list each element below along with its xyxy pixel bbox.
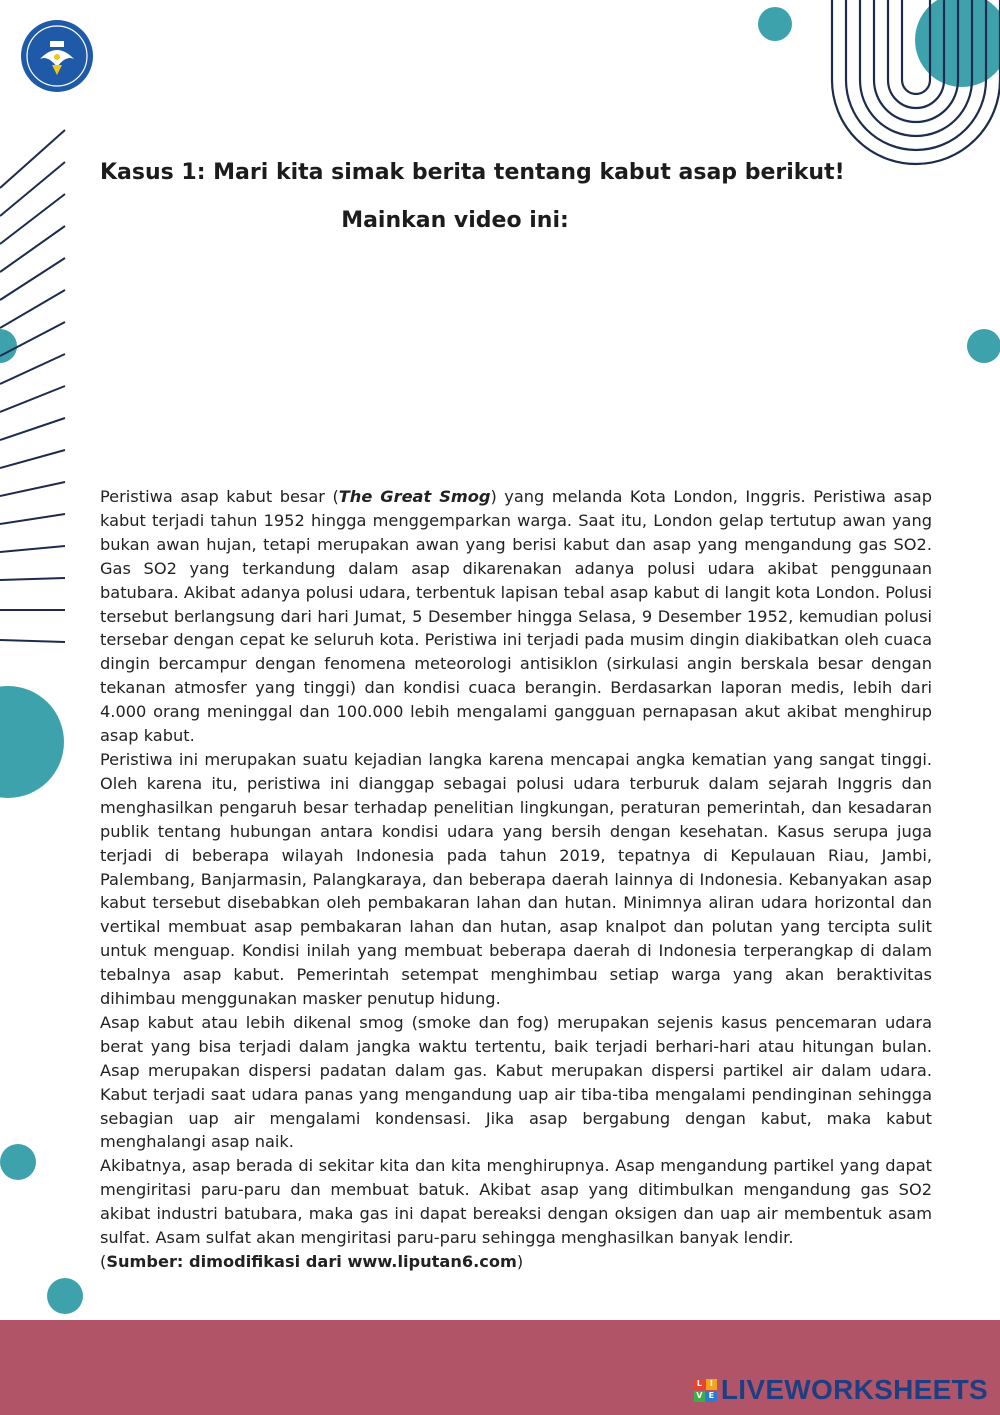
brand-letter-e: E — [706, 1391, 717, 1402]
article-body — [100, 485, 932, 1274]
source-citation: (Sumber: dimodifikasi dari www.liputan6.com) — [100, 1252, 524, 1271]
deco-circle-top — [758, 7, 792, 41]
deco-circle-left-bottom — [0, 1144, 36, 1180]
brand-name: LIVEWORKSHEETS — [720, 1374, 988, 1405]
brand-letter-l: L — [694, 1379, 705, 1390]
emphasis-great-smog: The Great Smog — [338, 487, 491, 506]
article-paragraph-4: Akibatnya, asap berada di sekitar kita dan kita menghirupnya. Asap mengandung partikel yang dapat mengiritasi paru-paru dan membuat batuk. Akibat asap yang ditimbulkan mengandung gas SO2 akibat industri batubara, maka gas ini dapat bereaksi dengan oksigen dan uap air membentuk asam sulfat. Asam sulfat akan mengiritasi paru-paru sehingga menghasilkan banyak lendir. — [100, 1156, 932, 1248]
video-instruction: Mainkan video ini: — [341, 208, 569, 233]
brand-grid-icon — [694, 1379, 717, 1402]
deco-circle-bottom — [47, 1278, 83, 1314]
page-title: Kasus 1: Mari kita simak berita tentang kabut asap berikut! — [100, 160, 845, 185]
article-paragraph-1: Peristiwa asap kabut besar (The Great Smog) yang melanda Kota London, Inggris. Peristiwa asap kabut terjadi tahun 1952 hingga menggemparkan warga. Saat itu, London gelap tertutup awan yang bukan awan hujan, tetapi merupakan awan yang berisi kabut dan asap yang mengandung gas SO2. Gas SO2 yang terkandung dalam asap dikarenakan adanya polusi udara akibat penggunaan batubara. Akibat adanya polusi udara, terbentuk lapisan tebal asap kabut di langit kota London. Polusi tersebut berlangsung dari hari Jumat, 5 Desember hingga Selasa, 9 Desember 1952, kemudian polusi tersebar dengan cepat ke seluruh kota. Peristiwa ini terjadi pada musim dingin diakibatkan oleh cuaca dingin bercampur dengan fenomena meteorologi antisiklon (sirkulasi angin berskala besar dengan tekanan atmosfer yang tinggi) dan kondisi cuaca berangin. Berdasarkan laporan medis, lebih dari 4.000 orang meninggal dan 100.000 lebih mengalami gangguan pernapasan akut akibat menghirup asap kabut. — [100, 487, 933, 746]
liveworksheets-logo — [694, 1374, 988, 1406]
article-paragraph-3: Asap kabut atau lebih dikenal smog (smoke dan fog) merupakan sejenis kasus pencemaran udara berat yang bisa terjadi dalam jangka waktu tertentu, baik terjadi berhari-hari atau hitungan bulan. Asap merupakan dispersi padatan dalam gas. Kabut merupakan dispersi partikel air dalam udara. Kabut terjadi saat udara panas yang mengandung uap air tiba-tiba mengalami pendinginan sehingga sebagian uap air mengalami kondensasi. Jika asap bergabung dengan kabut, maka kabut menghalangi asap naik. — [100, 1012, 932, 1152]
article-paragraph-2: Peristiwa ini merupakan suatu kejadian langka karena mencapai angka kematian yang sangat tinggi. Oleh karena itu, peristiwa ini dianggap sebagai polusi udara terburuk dalam sejarah Inggris dan menghasilkan pengaruh besar terhadap penelitian lingkungan, peraturan pemerintah, dan kesadaran publik tentang hubungan antara kondisi udara yang bersih dengan kesehatan. Kasus serupa juga terjadi di beberapa wilayah Indonesia pada tahun 2019, tepatnya di Kepulauan Riau, Jambi, Palembang, Banjarmasin, Palangkaraya, dan beberapa daerah lainnya di Indonesia. Kebanyakan asap kabut tersebut disebabkan oleh pembakaran lahan dan hutan. Minimnya aliran udara horizontal dan vertikal membuat asap pembakaran lahan dan hutan, asap knalpot dan polutan yang tercipta sulit untuk menguap. Kondisi inilah yang membuat beberapa daerah di Indonesia terperangkap di dalam tebalnya asap kabut. Pemerintah setempat menghimbau setiap warga yang akan beraktivitas dihimbau menggunakan masker penutup hidung. — [100, 749, 932, 1009]
deco-circle-left-small — [0, 329, 17, 363]
deco-diagonal-lines — [0, 130, 65, 642]
brand-letter-i: I — [706, 1379, 717, 1390]
brand-letter-v: V — [694, 1391, 705, 1402]
deco-circle-right — [967, 329, 1000, 363]
ministry-emblem-icon — [20, 19, 94, 93]
deco-circle-left-large — [0, 686, 64, 798]
video-placeholder[interactable] — [100, 245, 932, 480]
